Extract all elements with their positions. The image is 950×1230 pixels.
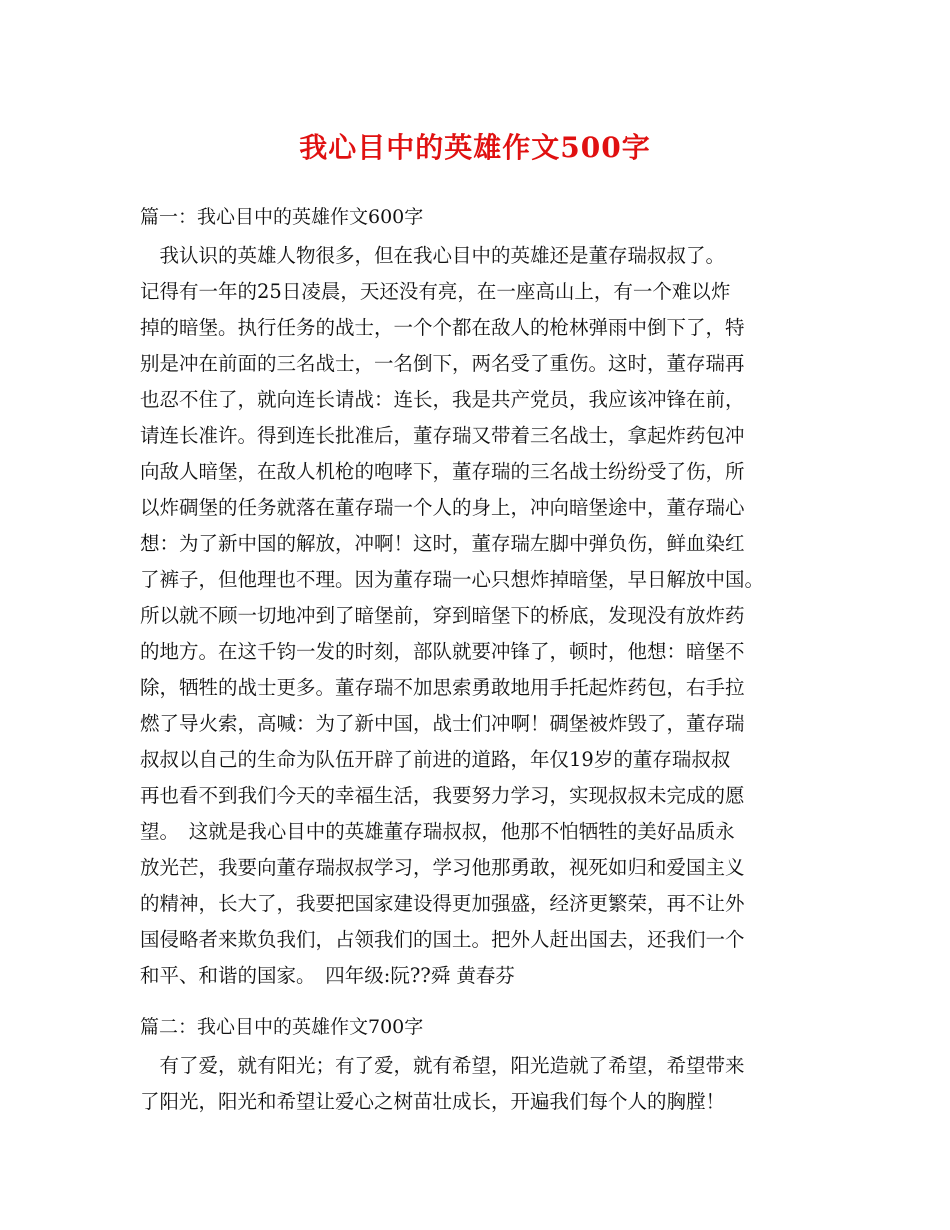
paragraph-line: 了裤子，但他理也不理。因为董存瑞一心只想炸掉暗堡，早日解放中国。 — [140, 568, 765, 591]
paragraph-line: 除，牺牲的战士更多。董存瑞不加思索勇敢地用手托起炸药包，右手拉 — [140, 676, 745, 699]
paragraph-line: 别是冲在前面的三名战士，一名倒下，两名受了重伤。这时，董存瑞再 — [140, 352, 745, 375]
section1-body — [140, 238, 820, 994]
section2-body — [140, 1048, 820, 1120]
paragraph-line: 放光芒，我要向董存瑞叔叔学习，学习他那勇敢，视死如归和爱国主义 — [140, 856, 745, 879]
paragraph-line: 也忍不住了，就向连长请战：连长，我是共产党员，我应该冲锋在前， — [140, 388, 745, 411]
paragraph-line: 再也看不到我们今天的幸福生活，我要努力学习，实现叔叔未完成的愿 — [140, 784, 745, 807]
paragraph-line: 国侵略者来欺负我们，占领我们的国土。把外人赶出国去，还我们一个 — [140, 928, 745, 951]
paragraph-line: 叔叔以自己的生命为队伍开辟了前进的道路，年仅19岁的董存瑞叔叔 — [140, 748, 731, 771]
paragraph-line: 望。 这就是我心目中的英雄董存瑞叔叔，他那不怕牺牲的美好品质永 — [140, 820, 735, 843]
section2-heading: 篇二：我心目中的英雄作文700字 — [140, 1016, 424, 1038]
paragraph-line: 向敌人暗堡，在敌人机枪的咆哮下，董存瑞的三名战士纷纷受了伤，所 — [140, 460, 745, 483]
paragraph-line: 想：为了新中国的解放，冲啊！这时，董存瑞左脚中弹负伤，鲜血染红 — [140, 532, 745, 555]
paragraph-line: 的精神，长大了，我要把国家建设得更加强盛，经济更繁荣，再不让外 — [140, 892, 745, 915]
paragraph-line: 有了爱，就有阳光；有了爱，就有希望，阳光造就了希望，希望带来 — [140, 1054, 745, 1077]
paragraph-line: 记得有一年的25日凌晨，天还没有亮，在一座高山上，有一个难以炸 — [140, 280, 731, 303]
paragraph-line: 了阳光，阳光和希望让爱心之树苗壮成长，开遍我们每个人的胸膛！ — [140, 1090, 726, 1113]
paragraph-line: 所以就不顾一切地冲到了暗堡前，穿到暗堡下的桥底，发现没有放炸药 — [140, 604, 745, 627]
section1-heading: 篇一：我心目中的英雄作文600字 — [140, 206, 424, 228]
paragraph-line: 燃了导火索，高喊：为了新中国，战士们冲啊！碉堡被炸毁了，董存瑞 — [140, 712, 745, 735]
document-title: 我心目中的英雄作文500字 — [299, 131, 651, 164]
paragraph-line: 和平、和谐的国家。 四年级:阮??舜 黄春芬 — [140, 964, 515, 987]
paragraph-line: 以炸碉堡的任务就落在董存瑞一个人的身上，冲向暗堡途中，董存瑞心 — [140, 496, 745, 519]
paragraph-line: 我认识的英雄人物很多，但在我心目中的英雄还是董存瑞叔叔了。 — [140, 244, 726, 267]
paragraph-line: 的地方。在这千钧一发的时刻，部队就要冲锋了，顿时，他想：暗堡不 — [140, 640, 745, 663]
paragraph-line: 掉的暗堡。执行任务的战士，一个个都在敌人的枪林弹雨中倒下了，特 — [140, 316, 745, 339]
paragraph-line: 请连长准许。得到连长批准后，董存瑞又带着三名战士，拿起炸药包冲 — [140, 424, 745, 447]
